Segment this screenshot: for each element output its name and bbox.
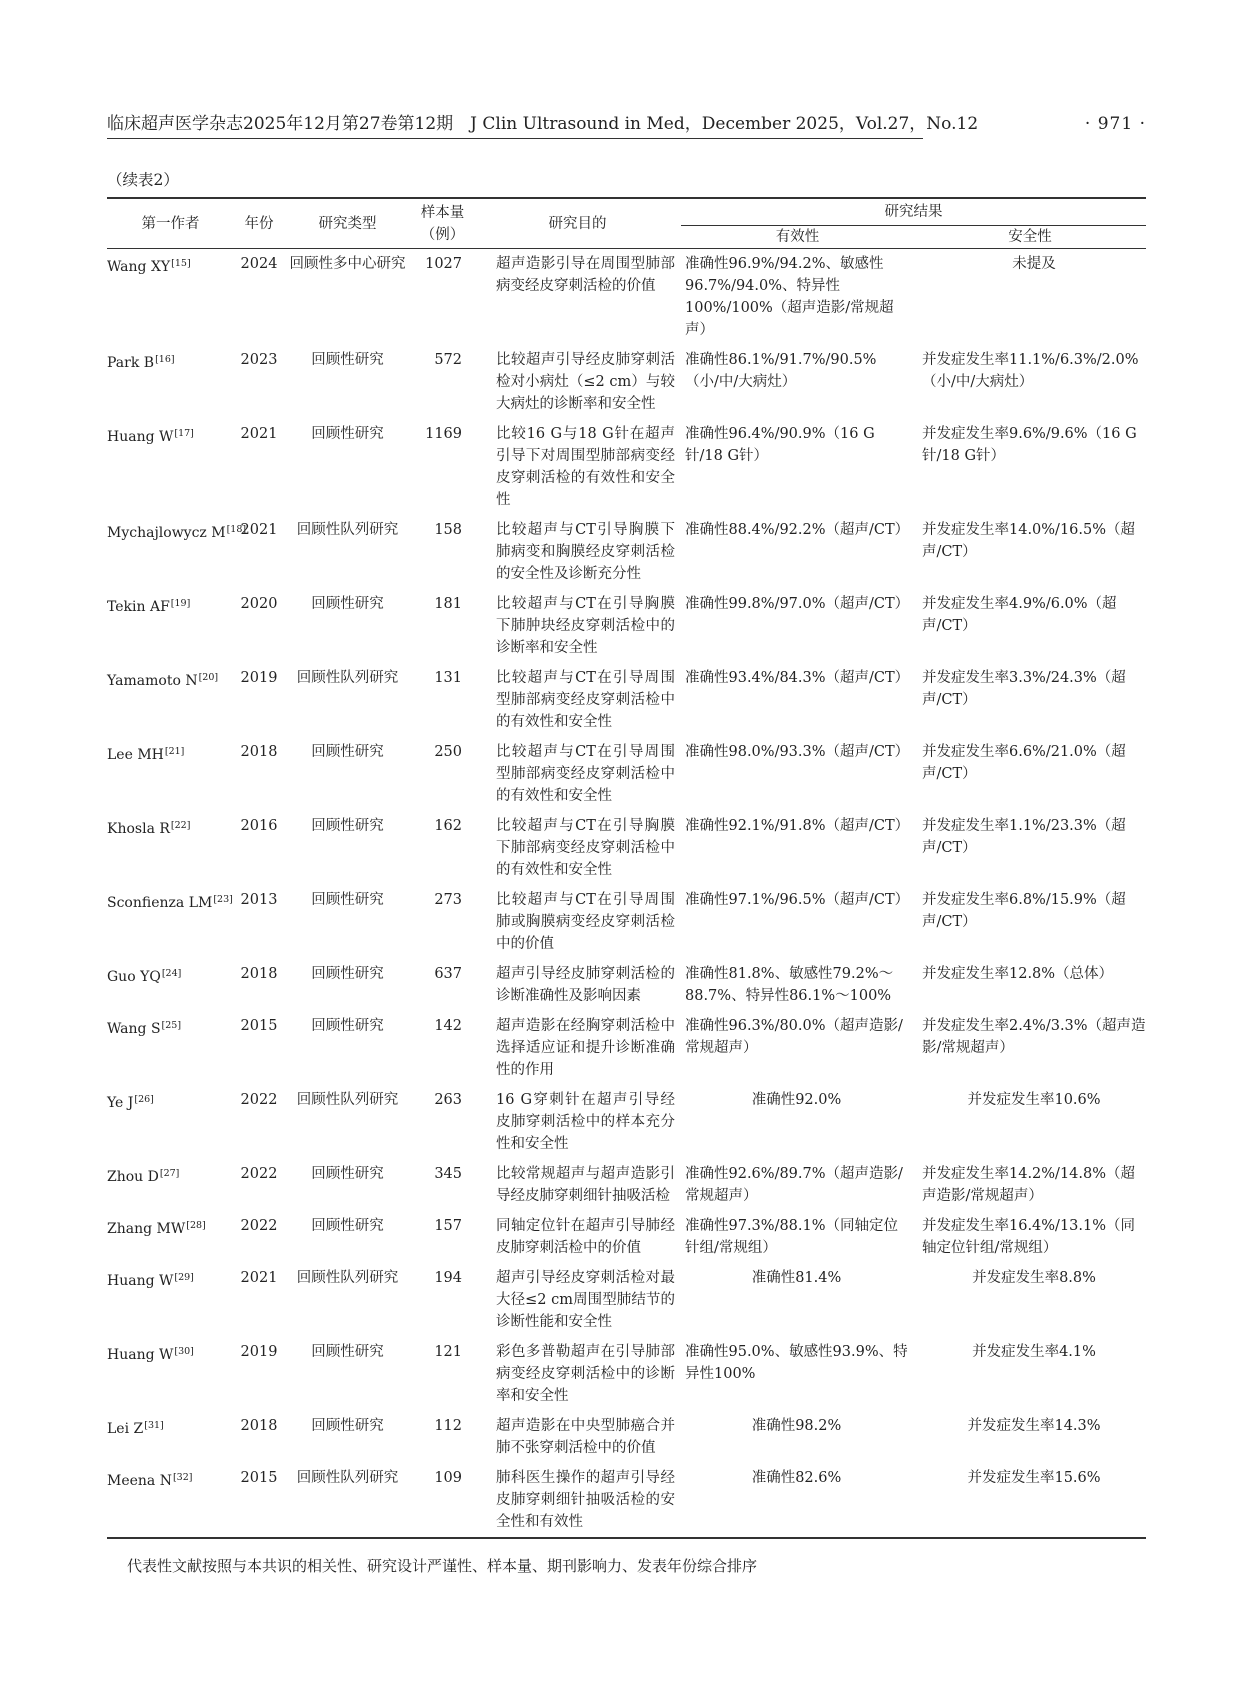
table-body bbox=[107, 249, 1146, 1539]
cell-year: 2018 bbox=[240, 744, 278, 760]
author-name: Mychajlowycz M bbox=[107, 525, 226, 541]
table-row bbox=[107, 1411, 1146, 1463]
author-name: Meena N bbox=[107, 1473, 172, 1489]
cell-year: 2021 bbox=[240, 522, 278, 538]
reference-number: [22] bbox=[170, 820, 191, 831]
reference-number: [27] bbox=[159, 1168, 180, 1179]
author-name: Lei Z bbox=[107, 1421, 144, 1437]
reference-number: [30] bbox=[174, 1346, 194, 1357]
cell-sample-size: 157 bbox=[434, 1218, 462, 1234]
cell-aim: 肺科医生操作的超声引导经皮肺穿刺细针抽吸活检的安全性和有效性 bbox=[474, 1463, 681, 1538]
cell-year: 2021 bbox=[240, 426, 278, 442]
table-row bbox=[107, 249, 1146, 346]
table-row bbox=[107, 1085, 1146, 1159]
cell-safety: 并发症发生率11.1%/6.3%/2.0%（小/中/大病灶） bbox=[922, 352, 1139, 390]
table-row bbox=[107, 1337, 1146, 1411]
cell-author bbox=[107, 589, 234, 663]
cell-aim: 比较常规超声与超声造影引导经皮肺穿刺细针抽吸活检 bbox=[496, 1166, 675, 1204]
cell-author bbox=[107, 1011, 234, 1085]
cell-study-type: 回顾性研究 bbox=[311, 744, 384, 760]
table-row bbox=[107, 1011, 1146, 1085]
cell-safety: 并发症发生率1.1%/23.3%（超声/CT） bbox=[922, 818, 1126, 856]
cell-safety: 并发症发生率14.3% bbox=[967, 1418, 1101, 1434]
cell-study-type: 回顾性队列研究 bbox=[296, 1092, 399, 1108]
col-header-sample bbox=[411, 199, 474, 249]
table-row bbox=[107, 515, 1146, 589]
cell-study-type: 回顾性研究 bbox=[311, 1418, 384, 1434]
cell-sample-size: 142 bbox=[434, 1018, 462, 1034]
cell-sample-size: 194 bbox=[434, 1270, 462, 1286]
page-number: · 971 · bbox=[1084, 114, 1146, 134]
author-name: Huang W bbox=[107, 1273, 174, 1289]
cell-safety: 并发症发生率10.6% bbox=[967, 1092, 1101, 1108]
cell-aim: 超声造影引导在周围型肺部病变经皮穿刺活检的价值 bbox=[496, 256, 675, 294]
reference-number: [26] bbox=[134, 1094, 154, 1105]
cell-study-type: 回顾性队列研究 bbox=[284, 1463, 411, 1538]
cell-safety: 未提及 bbox=[1012, 256, 1056, 272]
cell-aim: 比较超声引导经皮肺穿刺活检对小病灶（≤2 cm）与较大病灶的诊断率和安全性 bbox=[496, 352, 675, 412]
cell-study-type: 回顾性队列研究 bbox=[296, 670, 399, 686]
cell-aim: 超声引导经皮穿刺活检对最大径≤2 cm周围型肺结节的诊断性能和安全性 bbox=[496, 1270, 675, 1330]
cell-safety: 并发症发生率16.4%/13.1%（同轴定位针组/常规组） bbox=[922, 1218, 1136, 1256]
reference-number: [24] bbox=[161, 968, 182, 979]
cell-author bbox=[107, 737, 234, 811]
cell-year: 2019 bbox=[240, 1344, 278, 1360]
cell-sample-size: 572 bbox=[434, 352, 462, 368]
author-name: Khosla R bbox=[107, 821, 170, 837]
reference-number: [21] bbox=[164, 746, 185, 757]
cell-year: 2022 bbox=[240, 1092, 278, 1108]
cell-study-type: 回顾性多中心研究 bbox=[289, 256, 406, 272]
cell-efficacy: 准确性99.8%/97.0%（超声/CT） bbox=[685, 596, 910, 612]
reference-number: [31] bbox=[144, 1420, 164, 1431]
author-name: Zhou D bbox=[107, 1169, 159, 1185]
cell-safety: 并发症发生率6.6%/21.0%（超声/CT） bbox=[922, 744, 1126, 782]
reference-number: [20] bbox=[198, 672, 219, 683]
col-header-aim: 研究目的 bbox=[474, 199, 681, 249]
cell-year: 2022 bbox=[240, 1218, 278, 1234]
table-row bbox=[107, 811, 1146, 885]
cell-author bbox=[107, 663, 234, 737]
cell-safety: 并发症发生率4.1% bbox=[972, 1344, 1096, 1360]
cell-study-type: 回顾性研究 bbox=[311, 1344, 384, 1360]
cell-year: 2018 bbox=[240, 966, 278, 982]
cell-safety: 并发症发生率4.9%/6.0%（超声/CT） bbox=[922, 596, 1117, 634]
col-header-year: 年份 bbox=[234, 199, 284, 249]
cell-study-type: 回顾性研究 bbox=[311, 426, 384, 442]
author-name: Lee MH bbox=[107, 747, 164, 763]
cell-safety: 并发症发生率15.6% bbox=[914, 1463, 1146, 1538]
cell-aim: 比较超声与CT在引导周围肺或胸膜病变经皮穿刺活检中的价值 bbox=[496, 892, 675, 952]
cell-efficacy: 准确性92.1%/91.8%（超声/CT） bbox=[685, 818, 910, 834]
table-row bbox=[107, 345, 1146, 419]
cell-author bbox=[107, 885, 234, 959]
cell-safety: 并发症发生率2.4%/3.3%（超声造影/常规超声） bbox=[922, 1018, 1146, 1056]
cell-efficacy: 准确性98.2% bbox=[751, 1418, 842, 1434]
author-name: Tekin AF bbox=[107, 599, 170, 615]
reference-number: [17] bbox=[174, 428, 194, 439]
cell-study-type: 回顾性队列研究 bbox=[296, 522, 399, 538]
cell-safety: 并发症发生率14.0%/16.5%（超声/CT） bbox=[922, 522, 1136, 560]
cell-study-type: 回顾性研究 bbox=[311, 892, 384, 908]
cell-sample-size: 637 bbox=[434, 966, 462, 982]
cell-author bbox=[107, 1159, 234, 1211]
cell-aim: 比较超声与CT在引导胸膜下肺肿块经皮穿刺活检中的诊断率和安全性 bbox=[496, 596, 675, 656]
col-header-sample-line2: （例） bbox=[420, 226, 465, 243]
cell-sample-size: 109 bbox=[411, 1463, 474, 1538]
reference-number: [23] bbox=[213, 894, 233, 905]
cell-efficacy: 准确性81.8%、敏感性79.2%～88.7%、特异性86.1%～100% bbox=[685, 966, 894, 1004]
cell-aim: 超声造影在中央型肺癌合并肺不张穿刺活检中的价值 bbox=[496, 1418, 675, 1456]
table-row bbox=[107, 1159, 1146, 1211]
reference-number: [28] bbox=[186, 1220, 206, 1231]
table-row bbox=[107, 1211, 1146, 1263]
table-row bbox=[107, 663, 1146, 737]
cell-study-type: 回顾性研究 bbox=[311, 1018, 384, 1034]
cell-author bbox=[107, 1211, 234, 1263]
cell-sample-size: 250 bbox=[434, 744, 462, 760]
col-header-author: 第一作者 bbox=[107, 199, 234, 249]
cell-safety: 并发症发生率8.8% bbox=[972, 1270, 1096, 1286]
cell-study-type: 回顾性研究 bbox=[311, 966, 384, 982]
cell-efficacy: 准确性98.0%/93.3%（超声/CT） bbox=[685, 744, 910, 760]
cell-study-type: 回顾性队列研究 bbox=[296, 1270, 399, 1286]
col-header-results: 研究结果 bbox=[681, 199, 1146, 226]
author-name: Ye J bbox=[107, 1095, 134, 1111]
cell-safety: 并发症发生率9.6%/9.6%（16 G针/18 G针） bbox=[922, 426, 1137, 464]
table-row bbox=[107, 959, 1146, 1011]
cell-author bbox=[107, 515, 247, 589]
table-continued-label: （续表2） bbox=[107, 171, 179, 189]
table-row bbox=[107, 885, 1146, 959]
cell-sample-size: 1027 bbox=[425, 256, 462, 272]
cell-year: 2022 bbox=[240, 1166, 278, 1182]
cell-safety: 并发症发生率6.8%/15.9%（超声/CT） bbox=[922, 892, 1126, 930]
cell-sample-size: 162 bbox=[434, 818, 462, 834]
cell-aim: 同轴定位针在超声引导肺经皮肺穿刺活检中的价值 bbox=[496, 1218, 675, 1256]
cell-sample-size: 1169 bbox=[425, 426, 462, 442]
cell-author bbox=[107, 1337, 234, 1411]
cell-year: 2021 bbox=[240, 1270, 278, 1286]
cell-efficacy: 准确性88.4%/92.2%（超声/CT） bbox=[685, 522, 910, 538]
cell-aim: 彩色多普勒超声在引导肺部病变经皮穿刺活检中的诊断率和安全性 bbox=[496, 1344, 675, 1404]
cell-efficacy: 准确性97.3%/88.1%（同轴定位针组/常规组） bbox=[685, 1218, 899, 1256]
author-name: Zhang MW bbox=[107, 1221, 186, 1237]
cell-efficacy: 准确性93.4%/84.3%（超声/CT） bbox=[685, 670, 910, 686]
cell-efficacy: 准确性97.1%/96.5%（超声/CT） bbox=[685, 892, 910, 908]
author-name: Yamamoto N bbox=[107, 673, 198, 689]
cell-author bbox=[107, 1085, 234, 1159]
cell-study-type: 回顾性研究 bbox=[311, 352, 384, 368]
cell-aim: 比较超声与CT引导胸膜下肺病变和胸膜经皮穿刺活检的安全性及诊断充分性 bbox=[496, 522, 675, 582]
cell-year: 2020 bbox=[240, 596, 278, 612]
author-name: Huang W bbox=[107, 1347, 174, 1363]
cell-study-type: 回顾性研究 bbox=[311, 596, 384, 612]
reference-number: [16] bbox=[155, 354, 175, 365]
cell-aim: 比较16 G与18 G针在超声引导下对周围型肺部病变经皮穿刺活检的有效性和安全性 bbox=[496, 426, 675, 508]
cell-safety: 并发症发生率12.8%（总体） bbox=[922, 966, 1114, 982]
author-name: Wang XY bbox=[107, 259, 171, 275]
cell-efficacy: 准确性82.6% bbox=[681, 1463, 914, 1538]
table-row bbox=[107, 1463, 1146, 1538]
cell-study-type: 回顾性研究 bbox=[311, 818, 384, 834]
cell-aim: 比较超声与CT在引导周围型肺部病变经皮穿刺活检中的有效性和安全性 bbox=[496, 744, 675, 804]
cell-year: 2015 bbox=[240, 1018, 278, 1034]
author-name: Guo YQ bbox=[107, 969, 161, 985]
cell-aim: 16 G穿刺针在超声引导经皮肺穿刺活检中的样本充分性和安全性 bbox=[496, 1092, 675, 1152]
col-header-safety: 安全性 bbox=[914, 226, 1146, 249]
cell-year: 2024 bbox=[240, 256, 278, 272]
cell-efficacy: 准确性95.0%、敏感性93.9%、特异性100% bbox=[685, 1344, 908, 1382]
cell-aim: 比较超声与CT在引导胸膜下肺部病变经皮穿刺活检中的有效性和安全性 bbox=[496, 818, 675, 878]
cell-aim: 超声造影在经胸穿刺活检中选择适应证和提升诊断准确性的作用 bbox=[496, 1018, 675, 1078]
cell-sample-size: 112 bbox=[434, 1418, 462, 1434]
table-row bbox=[107, 1263, 1146, 1337]
cell-author bbox=[107, 419, 234, 515]
author-name: Huang W bbox=[107, 429, 174, 445]
cell-year: 2016 bbox=[240, 818, 278, 834]
reference-number: [25] bbox=[161, 1020, 182, 1031]
author-name: Wang S bbox=[107, 1021, 161, 1037]
col-header-type: 研究类型 bbox=[284, 199, 411, 249]
author-name: Park B bbox=[107, 355, 155, 371]
cell-efficacy: 准确性96.9%/94.2%、敏感性96.7%/94.0%、特异性100%/100%（超声造影/常规超声） bbox=[685, 256, 894, 338]
cell-sample-size: 181 bbox=[434, 596, 462, 612]
reference-number: [15] bbox=[171, 258, 191, 269]
cell-aim: 超声引导经皮肺穿刺活检的诊断准确性及影响因素 bbox=[496, 966, 675, 1004]
cell-author bbox=[107, 811, 234, 885]
cell-efficacy: 准确性92.6%/89.7%（超声造影/常规超声） bbox=[685, 1166, 903, 1204]
cell-author bbox=[107, 1411, 234, 1463]
header-rule bbox=[107, 138, 923, 139]
cell-sample-size: 131 bbox=[434, 670, 462, 686]
cell-safety: 并发症发生率14.2%/14.8%（超声造影/常规超声） bbox=[922, 1166, 1136, 1204]
cell-study-type: 回顾性研究 bbox=[311, 1218, 384, 1234]
cell-sample-size: 345 bbox=[434, 1166, 462, 1182]
cell-sample-size: 158 bbox=[434, 522, 462, 538]
cell-author bbox=[107, 959, 234, 1011]
cell-study-type: 回顾性研究 bbox=[311, 1166, 384, 1182]
journal-header: 临床超声医学杂志2025年12月第27卷第12期 J Clin Ultrasound in Med，December 2025，Vol.27，No.12 bbox=[107, 114, 979, 134]
cell-year: 2023 bbox=[240, 352, 278, 368]
cell-year: 2019 bbox=[240, 670, 278, 686]
cell-author bbox=[107, 345, 234, 419]
reference-number: [18] bbox=[226, 524, 247, 535]
cell-efficacy: 准确性92.0% bbox=[751, 1092, 842, 1108]
cell-sample-size: 263 bbox=[434, 1092, 462, 1108]
cell-year: 2015 bbox=[234, 1463, 284, 1538]
author-name: Sconfienza LM bbox=[107, 895, 213, 911]
cell-efficacy: 准确性86.1%/91.7%/90.5%（小/中/大病灶） bbox=[685, 352, 877, 390]
cell-efficacy: 准确性96.4%/90.9%（16 G针/18 G针） bbox=[685, 426, 875, 464]
table-row bbox=[107, 419, 1146, 515]
reference-number: [32] bbox=[172, 1472, 193, 1483]
reference-number: [29] bbox=[174, 1272, 194, 1283]
table-footnote: 代表性文献按照与本共识的相关性、研究设计严谨性、样本量、期刊影响力、发表年份综合排序 bbox=[127, 1557, 758, 1575]
table-row bbox=[107, 737, 1146, 811]
col-header-efficacy: 有效性 bbox=[681, 226, 914, 249]
cell-year: 2013 bbox=[240, 892, 278, 908]
cell-efficacy: 准确性81.4% bbox=[751, 1270, 842, 1286]
table-row bbox=[107, 589, 1146, 663]
literature-table bbox=[107, 197, 1146, 1539]
cell-safety: 并发症发生率3.3%/24.3%（超声/CT） bbox=[922, 670, 1126, 708]
cell-sample-size: 273 bbox=[434, 892, 462, 908]
col-header-sample-line1: 样本量 bbox=[420, 204, 465, 221]
reference-number: [19] bbox=[170, 598, 191, 609]
cell-author bbox=[107, 249, 234, 346]
cell-author bbox=[107, 1463, 234, 1538]
cell-efficacy: 准确性96.3%/80.0%（超声造影/常规超声） bbox=[685, 1018, 903, 1056]
cell-aim: 比较超声与CT在引导周围型肺部病变经皮穿刺活检中的有效性和安全性 bbox=[496, 670, 675, 730]
cell-year: 2018 bbox=[240, 1418, 278, 1434]
cell-author bbox=[107, 1263, 234, 1337]
cell-sample-size: 121 bbox=[434, 1344, 462, 1360]
